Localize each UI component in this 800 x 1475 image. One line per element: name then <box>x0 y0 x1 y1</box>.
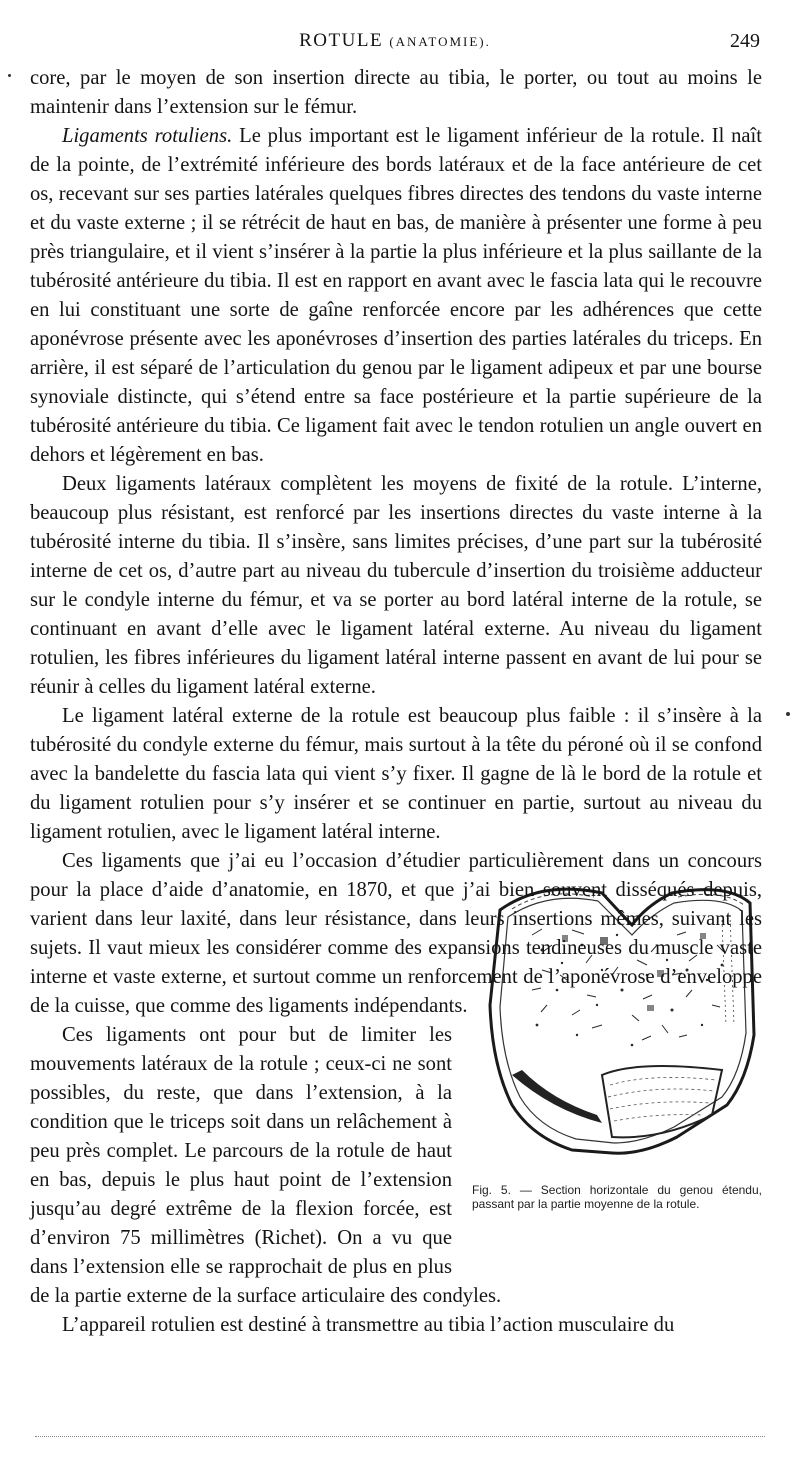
paragraph-3: Deux ligaments latéraux complètent les moyens de fixité de la rotule. L’interne, beaucoup plus résistant, est renforcé par les insertions directes du vaste interne à la tubérosité interne du tibia. Il s’insère, sans limites précises, d’une part sur la tubérosité interne de cet os, d’autre part au niveau du tubercule d’insertion du troisième adducteur sur le condyle interne du fémur, et va se porter au bord latéral interne de la rotule, se continuant en avant d’elle avec le ligament latéral externe. Au niveau du ligament rotulien, les fibres inférieures du ligament latéral interne passent en avant de lui pour se réunir à celles du ligament latéral externe. <box>30 473 762 698</box>
page-number: 249 <box>730 30 760 52</box>
paragraph-5-text: Ces ligaments que j’ai eu l’occasion d’étudier particulièrement dans un concours pour la place d’aide d’anatomie, en 1870, et que j’ai bien souvent disséqués depuis, varient dans leur laxité, dans leur résistance, dans leurs insertions mêmes, suivant les sujets. Il vaut mieux les considérer comme des expansions tendineuses du muscle vaste interne et vaste externe, et surtout comme un renforcement de l’aponévrose d’enveloppe de la cuisse, que comme des ligaments indépendants. <box>30 850 762 1017</box>
margin-speck <box>8 74 11 77</box>
paragraph-4: Le ligament latéral externe de la rotule est beaucoup plus faible : il s’insère à la tubérosité du condyle externe du fémur, mais surtout à la tête du péroné où il se confond avec la bandelette du fascia lata qui vient s’y fixer. Il gagne de là le bord de la rotule et du ligament rotulien pour s’y insérer et se continuer en partie, surtout au niveau du ligament rotulien, avec le ligament latéral interne. <box>30 705 762 843</box>
running-title-main: ROTULE <box>299 30 384 51</box>
paragraph-1: core, par le moyen de son insertion directe au tibia, le porter, ou tout au moins le maintenir dans l’extension sur le fémur. <box>30 67 762 118</box>
body-text <box>30 64 762 1340</box>
page-header <box>30 30 760 56</box>
margin-speck <box>786 712 790 716</box>
running-title <box>30 30 760 52</box>
running-title-sub: (ANATOMIE). <box>389 34 491 49</box>
figure-caption: Fig. 5. — Section horizontale du genou étendu, passant par la partie moyenne de la rotule. <box>472 1183 762 1211</box>
paragraph-6: Ces ligaments ont pour but de limiter les mouvements latéraux de la rotule ; ceux-ci ne sont possibles, du reste, que dans l’extension, à la condition que le triceps soit dans un relâchement à peu près complet. Le parcours de la rotule de haut en bas, depuis le plus haut point de l’extension jusqu’au degré extrême de la flexion forcée, est d’environ 75 millimètres (Richet). On a vu que dans l’extension elle se rapprochait de plus en plus de la partie externe de la surface articulaire des condyles. <box>30 1024 502 1307</box>
paragraph-7: L’appareil rotulien est destiné à transmettre au tibia l’action musculaire du <box>62 1314 675 1336</box>
paragraph-2-text: Le plus important est le ligament inférieur de la rotule. Il naît de la pointe, de l’extrémité inférieure des bords latéraux et de la face antérieure de cet os, recevant sur ses parties latérales quelques fibres directes des tendons du vaste interne et du vaste externe ; il se rétrécit de haut en bas, de manière à présenter une forme à peu près triangulaire, et il vient s’insérer à la partie la plus inférieure et la plus saillante de la tubérosité antérieure du tibia. Il est en rapport en avant avec le fascia lata qui le recouvre en lui constituant une sorte de gaîne renforcée encore par les adhérences que cette aponévrose présente avec les aponévroses d’insertion des parties latérales du triceps. En arrière, il est séparé de l’articulation du genou par le ligament adipeux et par une bourse synoviale distincte, qui s’étend entre sa face postérieure et la partie supérieure de la tubérosité antérieure du tibia. Ce ligament fait avec le tendon rotulien un angle ouvert en dehors et légèrement en bas. <box>30 125 763 466</box>
section-heading: Ligaments rotuliens. <box>62 125 233 147</box>
bottom-dotted-rule <box>35 1436 765 1441</box>
paragraph-2 <box>30 122 762 470</box>
patella <box>602 1066 722 1137</box>
